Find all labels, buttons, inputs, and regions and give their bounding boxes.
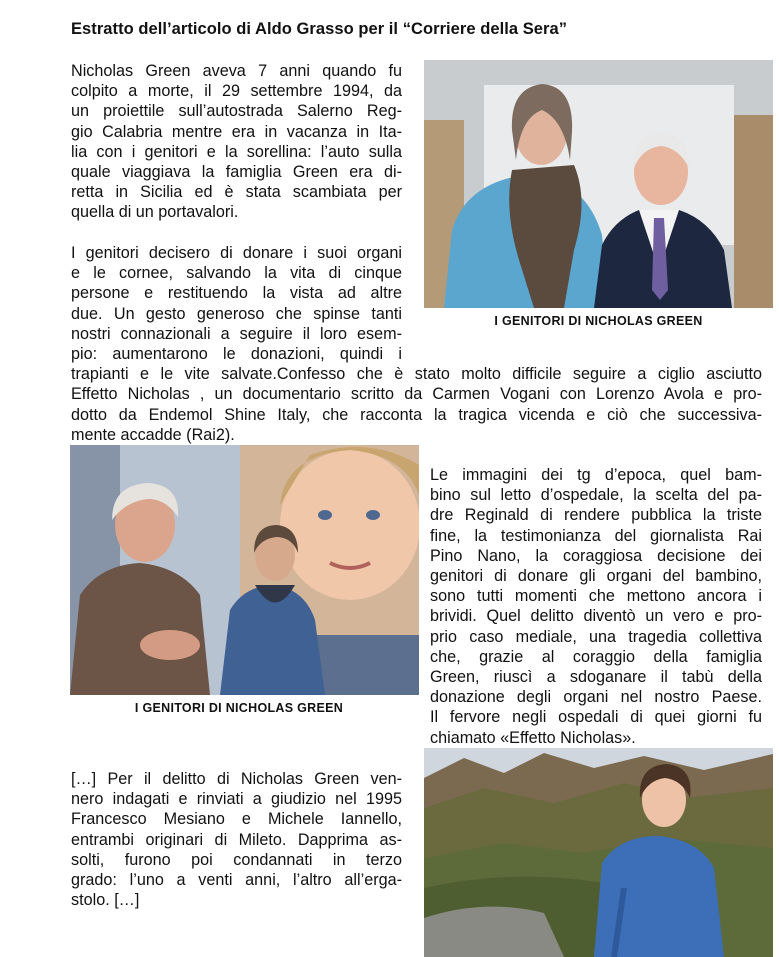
- photo-caption: I GENITORI DI NICHOLAS GREEN: [494, 314, 703, 328]
- text-line: brividi. Quel delitto diventò un vero e pro-: [430, 607, 762, 626]
- text-line: trapianti e le vite salvate.Confesso che è stato molto difficile seguire a ciglio asciutto: [71, 365, 762, 384]
- paragraph-intro: [71, 61, 402, 223]
- text-line: quella di un portavalori.: [71, 203, 239, 222]
- text-line: I genitori decisero di donare i suoi organi: [71, 244, 402, 262]
- text-line: colpito a morte, il 29 settembre 1994, da: [71, 82, 402, 101]
- text-line: dotto da Endemol Shine Italy, che racconta la tragica vicenda e ciò che successiva-: [71, 405, 762, 424]
- text-line: genitori di donare gli organi del bambino,: [430, 567, 762, 586]
- text-line: lia con i genitori e la sorellina: l’auto sulla: [71, 142, 402, 161]
- article-heading: Estratto dell’articolo di Aldo Grasso per il “Corriere della Sera”: [71, 20, 567, 38]
- paragraph-effetto-nicholas: [430, 465, 762, 748]
- text-line: Nicholas Green aveva 7 anni quando fu: [71, 62, 402, 80]
- text-line: Le immagini dei tg d’epoca, quel bam-: [430, 466, 762, 484]
- text-line: persone e restituendo la vista ad altre: [71, 284, 402, 303]
- text-line: solti, furono poi condannati in terzo: [71, 850, 402, 869]
- text-line: stolo. […]: [71, 891, 140, 910]
- paragraph-donation: [71, 243, 762, 445]
- text-line: bino sul letto d’ospedale, la scelta del pa-: [430, 486, 762, 505]
- text-line: sono tutti momenti che mettono ancora i: [430, 587, 762, 606]
- text-line: due. Un gesto generoso che spinse tanti: [71, 304, 402, 323]
- paragraph-trial: [71, 769, 402, 910]
- text-line: donazione degli organi nel nostro Paese.: [430, 688, 762, 707]
- text-line: che, grazie al coraggio della famiglia: [430, 647, 762, 666]
- text-line: un proiettile sull’autostrada Salerno Reg-: [71, 102, 402, 121]
- text-line: grado: l’uno a venti anni, l’altro all’erga-: [71, 871, 402, 890]
- text-line: Effetto Nicholas , un documentario scritto da Carmen Vogani con Lorenzo Avola e pro-: [71, 385, 762, 404]
- text-line: entrambi originari di Mileto. Dapprima as-: [71, 830, 402, 849]
- text-line: nero indagati e rinviati a giudizio nel 1995: [71, 790, 402, 809]
- text-line: prio caso mediale, una tragedia collettiva: [430, 627, 762, 646]
- text-line: nostri connazionali a seguire il loro esem-: [71, 324, 402, 343]
- text-line: […] Per il delitto di Nicholas Green ven-: [71, 770, 402, 788]
- photo-nicholas-mountains: [424, 748, 773, 957]
- photo-documentary-still: [70, 445, 419, 695]
- photo-caption-2: I GENITORI DI NICHOLAS GREEN: [134, 701, 344, 715]
- text-line: retta in Sicilia ed è stata scambiata per: [71, 183, 402, 202]
- text-line: Pino Nano, la coraggiosa decisione dei: [430, 546, 762, 565]
- text-line: mente accadde (Rai2).: [71, 425, 235, 444]
- text-line: chiamato «Effetto Nicholas».: [430, 728, 636, 747]
- text-line: Francesco Mesiano e Michele Iannello,: [71, 810, 402, 829]
- text-line: pio: aumentarono le donazioni, quindi i: [71, 345, 402, 364]
- text-line: gio Calabria mentre era in vacanza in Ita-: [71, 122, 402, 141]
- text-line: Green, riuscì a sdoganare il tabù della: [430, 668, 762, 687]
- text-line: Il fervore negli ospedali di quei giorni fu: [430, 708, 762, 727]
- text-line: e le cornee, salvando la vita di cinque: [71, 264, 402, 283]
- text-line: fine, la testimonianza del giornalista Rai: [430, 526, 762, 545]
- text-line: quale viaggiava la famiglia Green era di-: [71, 163, 402, 182]
- text-line: dre Reginald di rendere pubblica la triste: [430, 506, 762, 525]
